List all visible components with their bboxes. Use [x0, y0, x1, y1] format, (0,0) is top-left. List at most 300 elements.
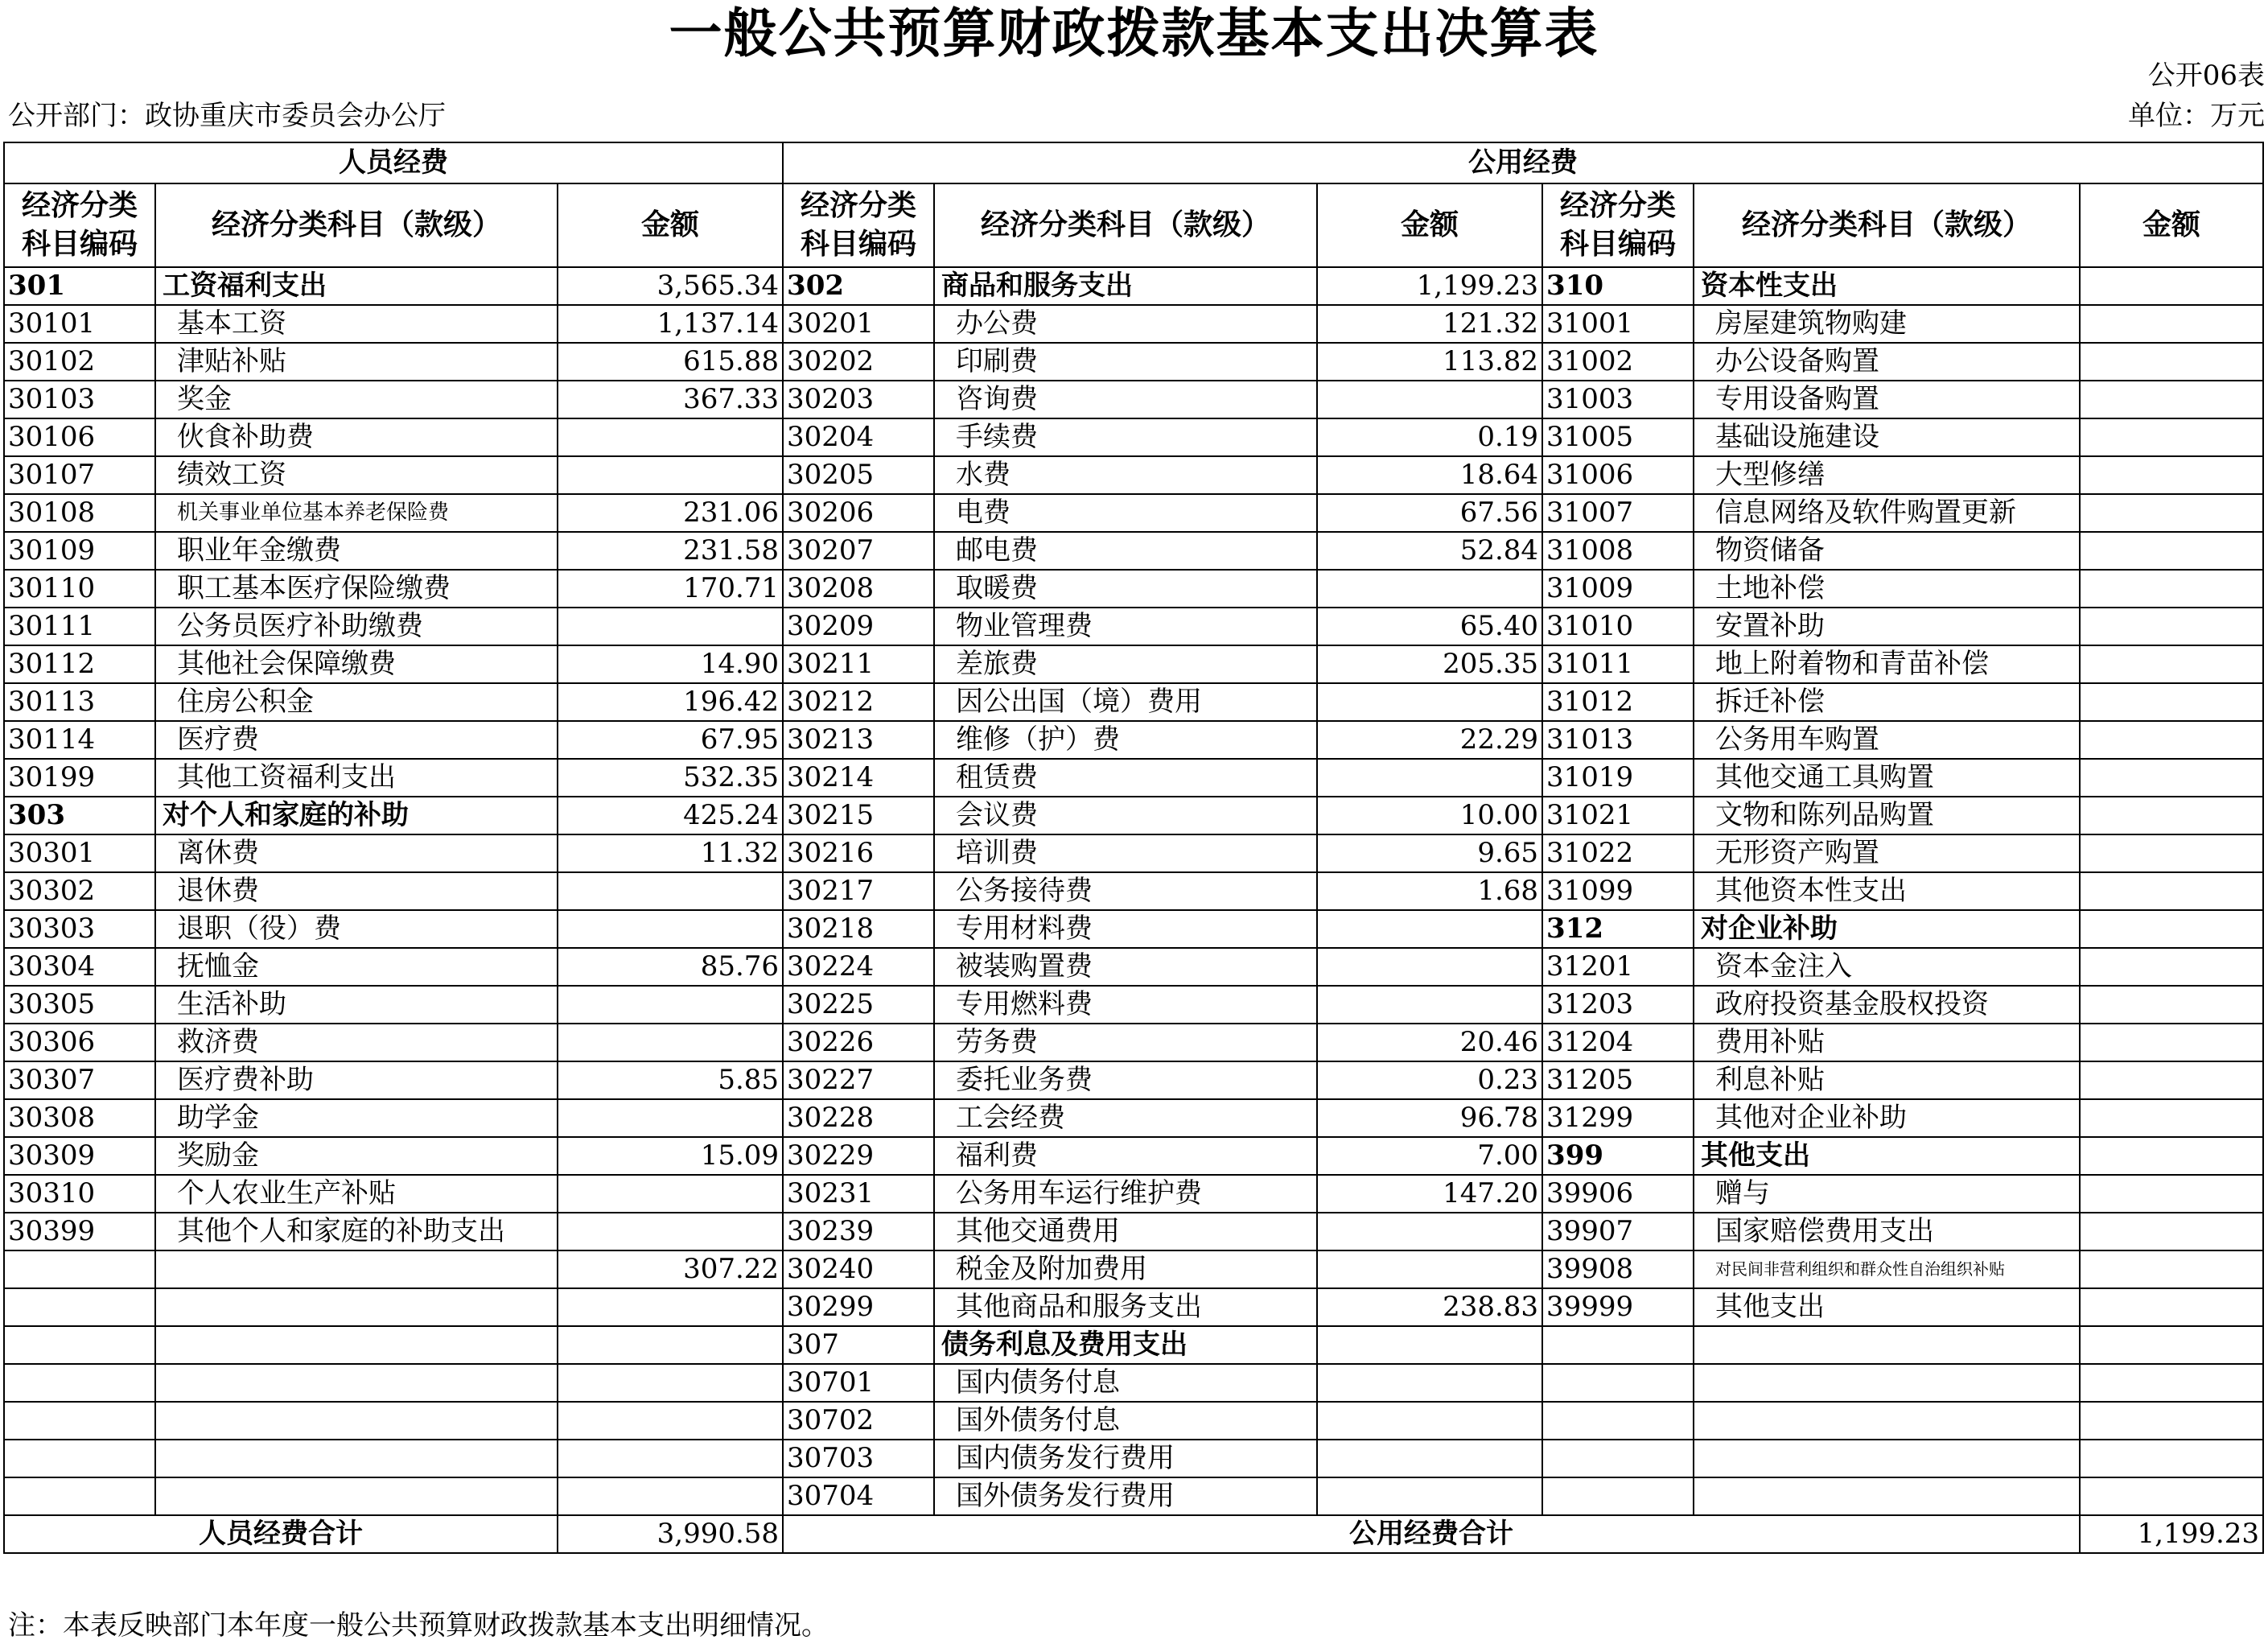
table-row	[4, 267, 2263, 305]
public-b-code-cell: 31001	[1542, 305, 1694, 343]
table-row	[4, 986, 2263, 1024]
public-b-amount-cell	[2080, 683, 2263, 721]
table-row	[4, 1024, 2263, 1061]
personnel-amount-cell: 615.88	[558, 343, 783, 381]
public-b-name-cell	[1694, 1326, 2080, 1364]
public-a-amount-cell: 22.29	[1317, 721, 1542, 759]
public-b-amount-cell	[2080, 797, 2263, 834]
public-a-code-cell: 307	[783, 1326, 934, 1364]
table-row	[4, 1213, 2263, 1250]
public-b-name-cell: 资本金注入	[1694, 948, 2080, 986]
public-b-name-cell: 其他支出	[1694, 1288, 2080, 1326]
personnel-code-cell: 30102	[4, 343, 155, 381]
table-row	[4, 834, 2263, 872]
personnel-code-cell: 30101	[4, 305, 155, 343]
public-a-amount-cell	[1317, 381, 1542, 418]
personnel-code-cell: 30308	[4, 1099, 155, 1137]
public-b-amount-cell	[2080, 872, 2263, 910]
public-a-amount-cell: 0.19	[1317, 418, 1542, 456]
public-b-code-cell: 31205	[1542, 1061, 1694, 1099]
public-a-name-cell: 公务用车运行维护费	[934, 1175, 1317, 1213]
personnel-amount-cell: 231.58	[558, 532, 783, 570]
public-a-amount-cell: 9.65	[1317, 834, 1542, 872]
personnel-name-cell: 生活补助	[155, 986, 558, 1024]
personnel-code-cell	[4, 1364, 155, 1402]
public-a-amount-cell: 147.20	[1317, 1175, 1542, 1213]
public-b-code-cell: 31021	[1542, 797, 1694, 834]
public-a-code-cell: 30209	[783, 608, 934, 645]
public-a-name-cell: 其他交通费用	[934, 1213, 1317, 1250]
table-row	[4, 418, 2263, 456]
table-row	[4, 797, 2263, 834]
personnel-code-cell	[4, 1440, 155, 1477]
public-a-name-cell: 因公出国（境）费用	[934, 683, 1317, 721]
personnel-name-cell: 抚恤金	[155, 948, 558, 986]
personnel-amount-cell	[558, 608, 783, 645]
public-a-name-cell: 委托业务费	[934, 1061, 1317, 1099]
public-b-amount-cell	[2080, 343, 2263, 381]
public-b-amount-cell	[2080, 1061, 2263, 1099]
public-b-name-cell: 利息补贴	[1694, 1061, 2080, 1099]
public-a-code-cell: 30211	[783, 645, 934, 683]
personnel-amount-cell: 307.22	[558, 1250, 783, 1288]
public-a-name-cell: 国内债务付息	[934, 1364, 1317, 1402]
public-b-amount-cell	[2080, 456, 2263, 494]
public-b-name-cell: 国家赔偿费用支出	[1694, 1213, 2080, 1250]
public-b-amount-cell	[2080, 1326, 2263, 1364]
public-b-code-cell: 399	[1542, 1137, 1694, 1175]
public-a-amount-cell	[1317, 1250, 1542, 1288]
public-a-code-cell: 30215	[783, 797, 934, 834]
personnel-name-cell: 津贴补贴	[155, 343, 558, 381]
table-row	[4, 683, 2263, 721]
public-b-amount-cell	[2080, 381, 2263, 418]
public-a-amount-cell: 52.84	[1317, 532, 1542, 570]
public-a-amount-cell: 20.46	[1317, 1024, 1542, 1061]
personnel-code-cell: 30111	[4, 608, 155, 645]
table-row	[4, 1477, 2263, 1515]
public-b-amount-cell	[2080, 1024, 2263, 1061]
public-a-amount-cell	[1317, 1477, 1542, 1515]
personnel-code-cell: 30107	[4, 456, 155, 494]
public-b-amount-cell	[2080, 1440, 2263, 1477]
public-b-code-cell: 31012	[1542, 683, 1694, 721]
personnel-amount-cell: 170.71	[558, 570, 783, 608]
personnel-name-cell: 工资福利支出	[155, 267, 558, 305]
public-b-name-cell: 政府投资基金股权投资	[1694, 986, 2080, 1024]
public-b-code-cell: 31299	[1542, 1099, 1694, 1137]
public-a-code-cell: 30229	[783, 1137, 934, 1175]
personnel-code-cell: 30399	[4, 1213, 155, 1250]
public-a-code-cell: 30224	[783, 948, 934, 986]
personnel-code-cell: 30305	[4, 986, 155, 1024]
header-name: 经济分类科目（款级）	[934, 183, 1317, 267]
public-b-code-cell: 31013	[1542, 721, 1694, 759]
personnel-name-cell: 助学金	[155, 1099, 558, 1137]
public-b-code-cell: 39907	[1542, 1213, 1694, 1250]
public-b-name-cell: 信息网络及软件购置更新	[1694, 494, 2080, 532]
table-row	[4, 305, 2263, 343]
personnel-code-cell: 30199	[4, 759, 155, 797]
table-row	[4, 532, 2263, 570]
public-a-name-cell: 水费	[934, 456, 1317, 494]
personnel-amount-cell: 425.24	[558, 797, 783, 834]
personnel-name-cell	[155, 1440, 558, 1477]
public-a-code-cell: 30704	[783, 1477, 934, 1515]
public-b-amount-cell	[2080, 1477, 2263, 1515]
public-b-name-cell: 拆迁补偿	[1694, 683, 2080, 721]
header-amount: 金额	[1317, 183, 1542, 267]
public-a-code-cell: 30227	[783, 1061, 934, 1099]
public-b-name-cell: 基础设施建设	[1694, 418, 2080, 456]
public-b-amount-cell	[2080, 267, 2263, 305]
public-a-name-cell: 物业管理费	[934, 608, 1317, 645]
personnel-amount-cell	[558, 1364, 783, 1402]
personnel-amount-cell: 3,565.34	[558, 267, 783, 305]
personnel-name-cell	[155, 1477, 558, 1515]
public-a-amount-cell: 7.00	[1317, 1137, 1542, 1175]
column-header-row	[4, 183, 2263, 267]
public-b-amount-cell	[2080, 1250, 2263, 1288]
personnel-code-cell	[4, 1326, 155, 1364]
personnel-code-cell: 30303	[4, 910, 155, 948]
public-a-amount-cell: 10.00	[1317, 797, 1542, 834]
public-a-name-cell: 取暖费	[934, 570, 1317, 608]
personnel-name-cell: 其他工资福利支出	[155, 759, 558, 797]
header-amount: 金额	[2080, 183, 2263, 267]
personnel-amount-cell	[558, 1213, 783, 1250]
personnel-name-cell	[155, 1250, 558, 1288]
public-a-code-cell: 30206	[783, 494, 934, 532]
public-b-code-cell	[1542, 1326, 1694, 1364]
public-b-code-cell: 31204	[1542, 1024, 1694, 1061]
header-code: 经济分类科目编码	[1542, 183, 1694, 267]
personnel-name-cell	[155, 1364, 558, 1402]
table-row	[4, 1250, 2263, 1288]
personnel-name-cell: 个人农业生产补贴	[155, 1175, 558, 1213]
public-b-name-cell: 其他资本性支出	[1694, 872, 2080, 910]
public-a-amount-cell: 96.78	[1317, 1099, 1542, 1137]
public-b-name-cell: 办公设备购置	[1694, 343, 2080, 381]
public-a-code-cell: 30205	[783, 456, 934, 494]
public-b-amount-cell	[2080, 570, 2263, 608]
table-row	[4, 1326, 2263, 1364]
header-code: 经济分类科目编码	[4, 183, 155, 267]
public-a-amount-cell	[1317, 1364, 1542, 1402]
public-a-name-cell: 差旅费	[934, 645, 1317, 683]
personnel-code-cell: 303	[4, 797, 155, 834]
personnel-amount-cell	[558, 1326, 783, 1364]
public-a-amount-cell: 18.64	[1317, 456, 1542, 494]
public-b-name-cell: 资本性支出	[1694, 267, 2080, 305]
public-a-code-cell: 30207	[783, 532, 934, 570]
personnel-code-cell: 30310	[4, 1175, 155, 1213]
personnel-amount-cell	[558, 1288, 783, 1326]
personnel-name-cell: 医疗费补助	[155, 1061, 558, 1099]
public-b-amount-cell	[2080, 532, 2263, 570]
public-b-name-cell	[1694, 1477, 2080, 1515]
public-a-code-cell: 30204	[783, 418, 934, 456]
personnel-code-cell: 30108	[4, 494, 155, 532]
public-a-name-cell: 手续费	[934, 418, 1317, 456]
public-b-amount-cell	[2080, 418, 2263, 456]
table-row	[4, 759, 2263, 797]
public-b-amount-cell	[2080, 1288, 2263, 1326]
public-b-code-cell: 31005	[1542, 418, 1694, 456]
public-a-name-cell: 国内债务发行费用	[934, 1440, 1317, 1477]
public-b-code-cell: 39908	[1542, 1250, 1694, 1288]
public-a-name-cell: 被装购置费	[934, 948, 1317, 986]
table-row	[4, 645, 2263, 683]
table-row	[4, 456, 2263, 494]
personnel-total-label: 人员经费合计	[4, 1515, 558, 1553]
public-b-amount-cell	[2080, 645, 2263, 683]
personnel-amount-cell: 85.76	[558, 948, 783, 986]
table-row	[4, 1099, 2263, 1137]
public-a-code-cell: 30228	[783, 1099, 934, 1137]
page-title: 一般公共预算财政拨款基本支出决算表	[669, 2, 1599, 64]
personnel-code-cell: 30113	[4, 683, 155, 721]
personnel-amount-cell: 231.06	[558, 494, 783, 532]
public-b-name-cell	[1694, 1440, 2080, 1477]
public-a-code-cell: 30703	[783, 1440, 934, 1477]
public-b-code-cell: 39999	[1542, 1288, 1694, 1326]
public-a-amount-cell	[1317, 1213, 1542, 1250]
personnel-amount-cell	[558, 1175, 783, 1213]
public-a-name-cell: 公务接待费	[934, 872, 1317, 910]
public-b-name-cell	[1694, 1402, 2080, 1440]
public-b-name-cell: 文物和陈列品购置	[1694, 797, 2080, 834]
public-a-name-cell: 商品和服务支出	[934, 267, 1317, 305]
personnel-name-cell: 机关事业单位基本养老保险费	[155, 494, 558, 532]
public-b-code-cell	[1542, 1364, 1694, 1402]
personnel-amount-cell	[558, 986, 783, 1024]
public-a-name-cell: 维修（护）费	[934, 721, 1317, 759]
public-b-amount-cell	[2080, 305, 2263, 343]
public-a-code-cell: 30208	[783, 570, 934, 608]
section-header-row	[4, 142, 2263, 183]
public-b-name-cell: 其他对企业补助	[1694, 1099, 2080, 1137]
personnel-total-amount: 3,990.58	[558, 1515, 783, 1553]
personnel-amount-cell	[558, 456, 783, 494]
public-b-name-cell: 对企业补助	[1694, 910, 2080, 948]
public-b-code-cell: 31008	[1542, 532, 1694, 570]
public-a-amount-cell: 238.83	[1317, 1288, 1542, 1326]
personnel-amount-cell: 1,137.14	[558, 305, 783, 343]
public-b-code-cell: 31007	[1542, 494, 1694, 532]
public-b-name-cell	[1694, 1364, 2080, 1402]
personnel-amount-cell	[558, 872, 783, 910]
unit-label: 单位：万元	[2128, 100, 2265, 132]
form-number: 公开06表	[2147, 60, 2265, 92]
public-b-amount-cell	[2080, 608, 2263, 645]
public-a-name-cell: 专用燃料费	[934, 986, 1317, 1024]
header-amount: 金额	[558, 183, 783, 267]
personnel-name-cell	[155, 1326, 558, 1364]
public-a-amount-cell	[1317, 1440, 1542, 1477]
public-a-name-cell: 租赁费	[934, 759, 1317, 797]
public-a-name-cell: 其他商品和服务支出	[934, 1288, 1317, 1326]
public-a-name-cell: 债务利息及费用支出	[934, 1326, 1317, 1364]
public-a-name-cell: 电费	[934, 494, 1317, 532]
public-b-code-cell	[1542, 1440, 1694, 1477]
personnel-code-cell: 30307	[4, 1061, 155, 1099]
public-b-name-cell: 赠与	[1694, 1175, 2080, 1213]
public-b-name-cell: 无形资产购置	[1694, 834, 2080, 872]
personnel-name-cell: 奖金	[155, 381, 558, 418]
public-a-amount-cell: 205.35	[1317, 645, 1542, 683]
public-b-code-cell: 31019	[1542, 759, 1694, 797]
table-row	[4, 1061, 2263, 1099]
public-a-amount-cell: 113.82	[1317, 343, 1542, 381]
public-a-code-cell: 30201	[783, 305, 934, 343]
public-b-amount-cell	[2080, 910, 2263, 948]
public-b-name-cell: 其他交通工具购置	[1694, 759, 2080, 797]
personnel-amount-cell	[558, 1440, 783, 1477]
header-code: 经济分类科目编码	[783, 183, 934, 267]
personnel-name-cell: 退休费	[155, 872, 558, 910]
table-row	[4, 1440, 2263, 1477]
table-row	[4, 1364, 2263, 1402]
public-b-name-cell: 费用补贴	[1694, 1024, 2080, 1061]
public-b-code-cell	[1542, 1402, 1694, 1440]
public-a-amount-cell	[1317, 759, 1542, 797]
personnel-name-cell: 救济费	[155, 1024, 558, 1061]
personnel-code-cell: 30109	[4, 532, 155, 570]
public-b-amount-cell	[2080, 494, 2263, 532]
public-a-code-cell: 30202	[783, 343, 934, 381]
public-b-code-cell: 31009	[1542, 570, 1694, 608]
public-a-amount-cell: 1,199.23	[1317, 267, 1542, 305]
personnel-name-cell: 医疗费	[155, 721, 558, 759]
personnel-name-cell: 伙食补助费	[155, 418, 558, 456]
table-row	[4, 872, 2263, 910]
public-b-code-cell: 310	[1542, 267, 1694, 305]
public-a-code-cell: 30203	[783, 381, 934, 418]
public-b-amount-cell	[2080, 759, 2263, 797]
table-row	[4, 381, 2263, 418]
public-b-code-cell: 31003	[1542, 381, 1694, 418]
personnel-amount-cell	[558, 1402, 783, 1440]
public-b-name-cell: 房屋建筑物购建	[1694, 305, 2080, 343]
public-a-name-cell: 福利费	[934, 1137, 1317, 1175]
public-a-code-cell: 30218	[783, 910, 934, 948]
public-a-amount-cell: 1.68	[1317, 872, 1542, 910]
public-b-code-cell: 31010	[1542, 608, 1694, 645]
public-a-amount-cell	[1317, 986, 1542, 1024]
public-a-code-cell: 30701	[783, 1364, 934, 1402]
table-row	[4, 608, 2263, 645]
public-a-code-cell: 30216	[783, 834, 934, 872]
public-total-label: 公用经费合计	[783, 1515, 2080, 1553]
personnel-code-cell	[4, 1288, 155, 1326]
public-b-name-cell: 土地补偿	[1694, 570, 2080, 608]
personnel-code-cell: 30106	[4, 418, 155, 456]
public-b-amount-cell	[2080, 986, 2263, 1024]
personnel-amount-cell: 14.90	[558, 645, 783, 683]
personnel-amount-cell: 532.35	[558, 759, 783, 797]
public-a-amount-cell: 65.40	[1317, 608, 1542, 645]
personnel-amount-cell: 67.95	[558, 721, 783, 759]
personnel-code-cell: 30103	[4, 381, 155, 418]
personnel-name-cell: 绩效工资	[155, 456, 558, 494]
table-row	[4, 1175, 2263, 1213]
personnel-code-cell	[4, 1402, 155, 1440]
public-a-amount-cell: 0.23	[1317, 1061, 1542, 1099]
personnel-name-cell	[155, 1288, 558, 1326]
public-a-code-cell: 302	[783, 267, 934, 305]
table-row	[4, 948, 2263, 986]
personnel-amount-cell: 11.32	[558, 834, 783, 872]
public-a-code-cell: 30226	[783, 1024, 934, 1061]
totals-row	[4, 1515, 2263, 1553]
personnel-code-cell: 30309	[4, 1137, 155, 1175]
public-a-amount-cell	[1317, 1402, 1542, 1440]
public-a-name-cell: 会议费	[934, 797, 1317, 834]
public-a-name-cell: 工会经费	[934, 1099, 1317, 1137]
personnel-code-cell: 30112	[4, 645, 155, 683]
public-b-amount-cell	[2080, 1175, 2263, 1213]
public-a-name-cell: 劳务费	[934, 1024, 1317, 1061]
expenditure-table	[3, 142, 2264, 1554]
public-a-name-cell: 专用材料费	[934, 910, 1317, 948]
public-a-code-cell: 30214	[783, 759, 934, 797]
public-a-code-cell: 30225	[783, 986, 934, 1024]
public-b-name-cell: 专用设备购置	[1694, 381, 2080, 418]
personnel-name-cell: 其他个人和家庭的补助支出	[155, 1213, 558, 1250]
public-a-amount-cell	[1317, 570, 1542, 608]
personnel-name-cell: 职工基本医疗保险缴费	[155, 570, 558, 608]
public-b-amount-cell	[2080, 948, 2263, 986]
personnel-code-cell: 30302	[4, 872, 155, 910]
public-b-code-cell: 31011	[1542, 645, 1694, 683]
public-a-code-cell: 30240	[783, 1250, 934, 1288]
public-b-name-cell: 大型修缮	[1694, 456, 2080, 494]
section-public: 公用经费	[783, 142, 2263, 183]
public-b-amount-cell	[2080, 1364, 2263, 1402]
public-b-name-cell: 其他支出	[1694, 1137, 2080, 1175]
public-a-name-cell: 国外债务发行费用	[934, 1477, 1317, 1515]
public-a-code-cell: 30702	[783, 1402, 934, 1440]
public-b-amount-cell	[2080, 834, 2263, 872]
personnel-amount-cell	[558, 418, 783, 456]
public-a-amount-cell	[1317, 910, 1542, 948]
public-a-name-cell: 邮电费	[934, 532, 1317, 570]
personnel-name-cell: 退职（役）费	[155, 910, 558, 948]
public-a-code-cell: 30213	[783, 721, 934, 759]
public-b-code-cell: 312	[1542, 910, 1694, 948]
public-a-amount-cell	[1317, 948, 1542, 986]
table-row	[4, 910, 2263, 948]
public-b-code-cell: 31006	[1542, 456, 1694, 494]
header-name: 经济分类科目（款级）	[155, 183, 558, 267]
personnel-amount-cell: 367.33	[558, 381, 783, 418]
public-a-name-cell: 税金及附加费用	[934, 1250, 1317, 1288]
personnel-code-cell: 301	[4, 267, 155, 305]
table-row	[4, 494, 2263, 532]
personnel-code-cell: 30114	[4, 721, 155, 759]
personnel-amount-cell: 5.85	[558, 1061, 783, 1099]
table-row	[4, 570, 2263, 608]
personnel-amount-cell	[558, 910, 783, 948]
personnel-name-cell: 对个人和家庭的补助	[155, 797, 558, 834]
footnote: 注：本表反映部门本年度一般公共预算财政拨款基本支出明细情况。	[8, 1609, 829, 1642]
personnel-name-cell: 基本工资	[155, 305, 558, 343]
public-a-name-cell: 印刷费	[934, 343, 1317, 381]
personnel-code-cell	[4, 1477, 155, 1515]
public-b-name-cell: 地上附着物和青苗补偿	[1694, 645, 2080, 683]
public-b-code-cell: 31022	[1542, 834, 1694, 872]
